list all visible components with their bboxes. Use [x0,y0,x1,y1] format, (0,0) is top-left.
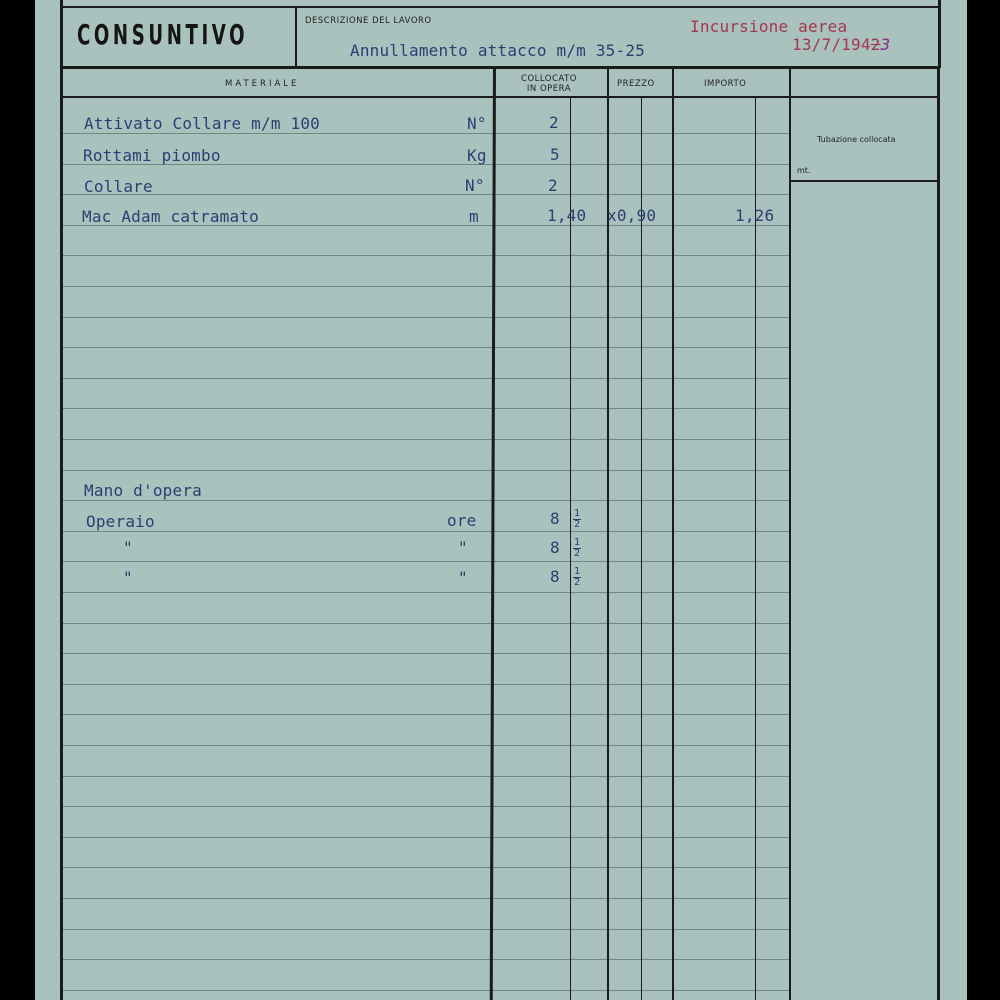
material-name: Attivato Collare m/m 100 [84,114,320,133]
ruled-line [63,194,789,195]
material-qty: 1,40 [547,206,587,225]
descrizione-value: Annullamento attacco m/m 35-25 [350,41,645,60]
col-collocato [513,74,585,94]
col-prezzo: PREZZO [617,79,655,89]
side-note-unit: mt. [797,166,811,175]
header-title-divider [295,8,297,68]
labor-fraction [572,539,582,558]
ruled-line [63,990,789,991]
material-name: Rottami piombo [83,146,221,165]
collocato-subdivider [570,98,571,1000]
ruled-line [63,898,789,899]
labor-fraction [572,568,582,587]
date-correction: 3 [880,35,891,54]
date-value [792,35,890,54]
ruled-line [63,959,789,960]
fraction-numerator: 1 [573,508,581,519]
col-materiale: MATERIALE [225,79,300,89]
labor-unit: " [458,538,468,557]
material-qty: 2 [549,113,559,132]
table-right-border [937,66,940,1000]
ruled-line [63,837,789,838]
labor-unit: " [458,568,468,587]
fraction-denominator: 2 [573,577,581,588]
ruled-line [63,255,789,256]
ruled-line [63,867,789,868]
side-note-label: Tubazione collocata [817,135,896,144]
ruled-line [63,133,789,134]
ruled-line [63,561,789,562]
ruled-line [63,929,789,930]
ruled-line [63,286,789,287]
header-bottom-border [60,66,940,69]
labor-name: " [123,568,133,587]
importo-divider [789,66,791,1000]
prezzo-subdivider [641,98,642,1000]
fraction-numerator: 1 [573,566,581,577]
ruled-line [63,684,789,685]
side-note-underline [791,180,939,182]
material-unit: m [469,207,479,226]
ruled-line [63,470,789,471]
fraction-denominator: 2 [573,548,581,559]
material-name: Mac Adam catramato [82,207,259,226]
header-left-border [60,0,63,68]
col-collocato-line1: COLLOCATO [521,74,577,84]
descrizione-label: DESCRIZIONE DEL LAVORO [305,16,432,26]
ruled-line [63,439,789,440]
ruled-line [63,317,789,318]
labor-heading: Mano d'opera [84,481,202,500]
event-note: Incursione aerea [690,17,848,36]
labor-qty: 8 [550,538,560,557]
date-struck-digit: 2 [870,35,881,54]
materiale-divider [490,66,496,1000]
ruled-line [63,408,789,409]
material-unit: Kg [467,146,487,165]
fraction-denominator: 2 [573,519,581,530]
material-unit: N° [467,114,487,133]
ruled-line [63,531,789,532]
form-title: CONSUNTIVO [77,18,249,51]
labor-qty: 8 [550,567,560,586]
ruled-line [63,500,789,501]
header-top-border [60,6,940,8]
fraction-numerator: 1 [573,537,581,548]
ruled-line [63,623,789,624]
ruled-line [63,347,789,348]
labor-fraction [572,510,582,529]
table-left-border [60,66,63,1000]
material-qty: 2 [548,176,558,195]
material-importo: 1,26 [735,206,775,225]
labor-name: Operaio [86,512,155,531]
prezzo-divider [672,66,674,1000]
ruled-line [63,776,789,777]
ruled-line [63,745,789,746]
ruled-line [63,592,789,593]
date-base: 13/7/194 [792,35,871,54]
ruled-line [63,653,789,654]
material-unit: N° [465,176,485,195]
importo-subdivider [755,98,756,1000]
ruled-line [63,714,789,715]
form-sheet [35,0,967,1000]
column-header-bottom [60,96,940,98]
material-name: Collare [84,177,153,196]
col-collocato-line2: IN OPERA [526,84,572,94]
material-qty: 5 [550,145,560,164]
ruled-line [63,806,789,807]
labor-unit: ore [447,511,477,530]
labor-name: " [123,538,133,557]
labor-qty: 8 [550,509,560,528]
material-prezzo: x0,90 [607,206,657,225]
header-right-border [938,0,941,68]
col-importo: IMPORTO [704,79,747,89]
ruled-line [63,378,789,379]
